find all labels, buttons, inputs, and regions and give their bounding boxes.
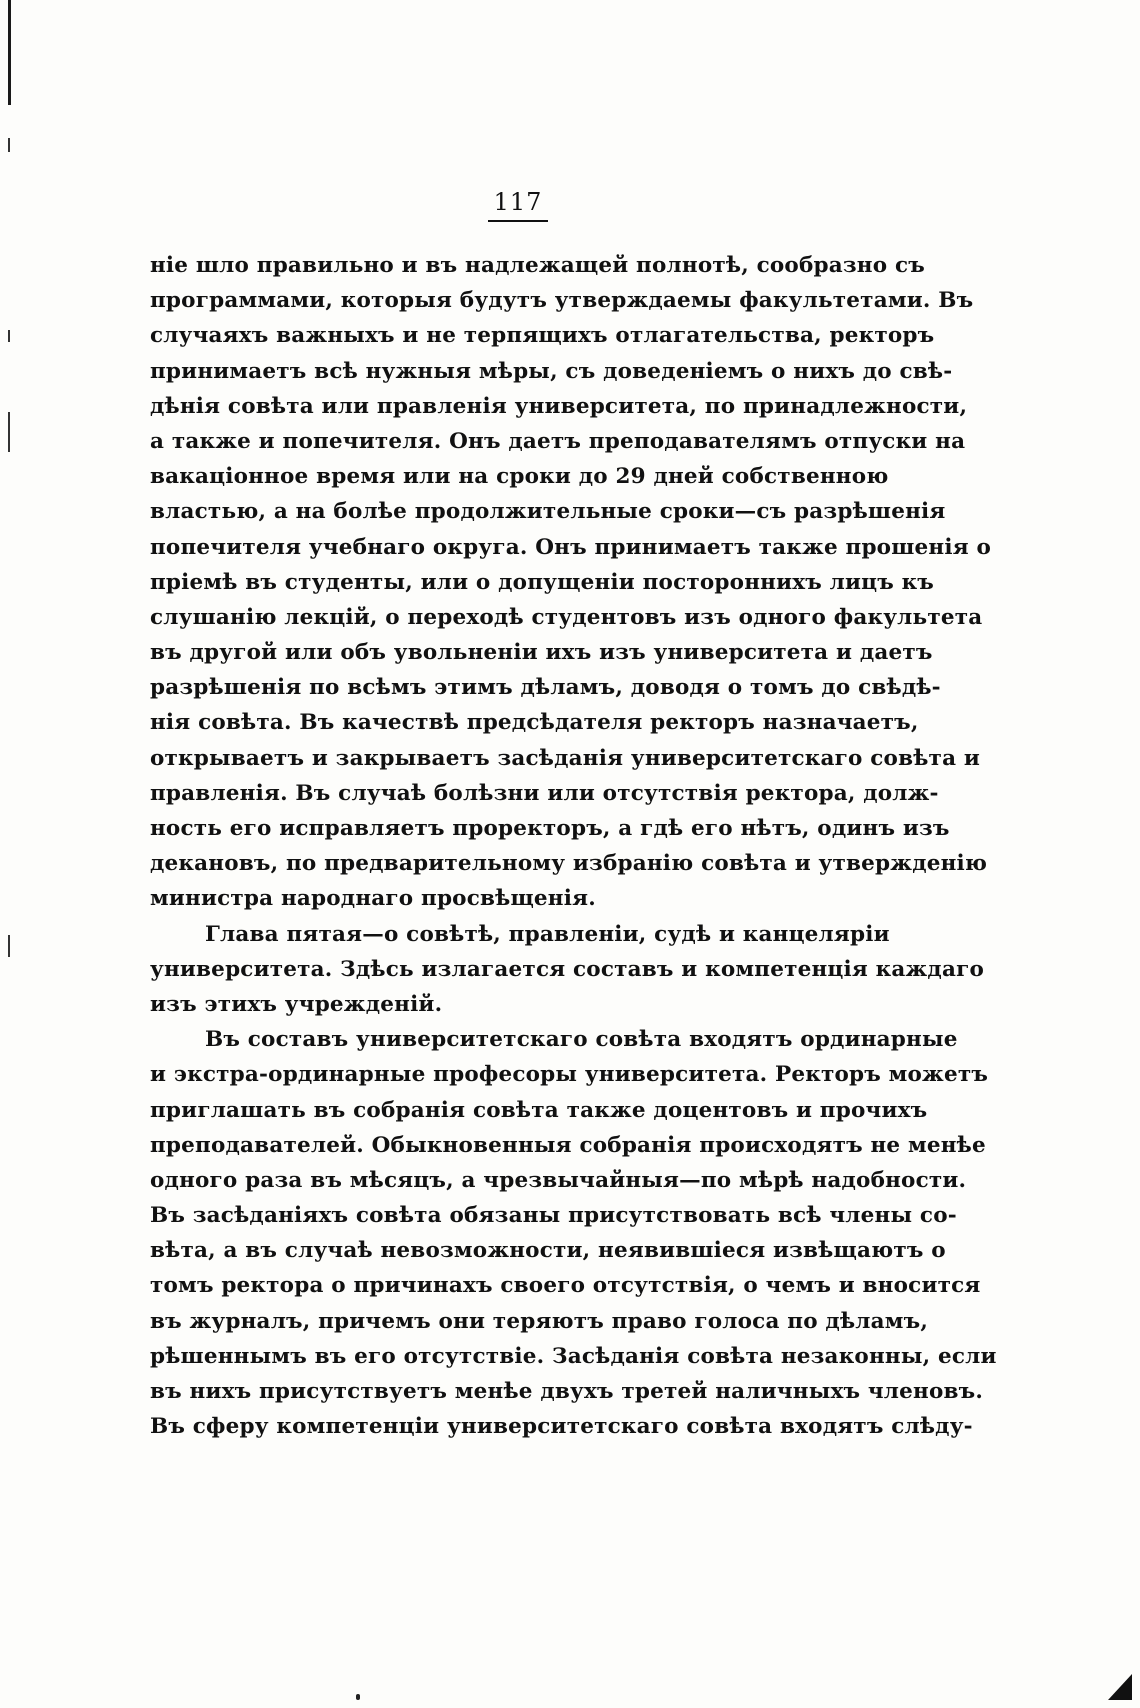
scan-edge-tick xyxy=(8,412,10,452)
text-line: дѣнія совѣта или правленія университета, по принадлежности, xyxy=(150,393,968,419)
text-line: министра народнаго просвѣщенія. xyxy=(150,886,596,912)
text-line: разрѣшенія по всѣмъ этимъ дѣламъ, доводя о томъ до свѣдѣ- xyxy=(150,675,941,701)
text-line: одного раза въ мѣсяцъ, а чрезвычайныя—по мѣрѣ надобности. xyxy=(150,1167,967,1193)
text-line: властью, а на болѣе продолжительные сроки—съ разрѣшенія xyxy=(150,499,946,525)
text-line: а также и попечителя. Онъ даетъ преподавателямъ отпуски на xyxy=(150,428,966,454)
text-line: принимаетъ всѣ нужныя мѣры, съ доведеніемъ о нихъ до свѣ- xyxy=(150,358,953,384)
body-text xyxy=(150,248,997,1444)
text-line: правленія. Въ случаѣ болѣзни или отсутствія ректора, долж- xyxy=(150,780,939,806)
scan-edge-tick xyxy=(8,138,10,152)
text-line: попечителя учебнаго округа. Онъ принимаетъ также прошенія о xyxy=(150,534,992,560)
scan-edge-tick xyxy=(8,935,10,957)
text-line: Глава пятая—о совѣтѣ, правленіи, судѣ и канцеляріи xyxy=(205,921,890,947)
text-line: нія совѣта. Въ качествѣ предсѣдателя ректоръ назначаетъ, xyxy=(150,710,919,736)
text-line: изъ этихъ учрежденій. xyxy=(150,991,443,1017)
scan-edge-tick xyxy=(8,330,10,342)
text-line: слушанію лекцій, о переходѣ студентовъ изъ одного факультета xyxy=(150,604,983,630)
text-line: въ другой или объ увольненіи ихъ изъ университета и даетъ xyxy=(150,640,933,666)
text-line: открываетъ и закрываетъ засѣданія университетскаго совѣта и xyxy=(150,745,981,771)
text-line: Въ сферу компетенціи университетскаго совѣта входятъ слѣду- xyxy=(150,1414,973,1440)
page-corner-mark xyxy=(1108,1674,1132,1700)
text-line: рѣшеннымъ въ его отсутствіе. Засѣданія совѣта незаконны, если xyxy=(150,1343,997,1369)
scan-speck xyxy=(356,1694,360,1700)
text-line: Въ составъ университетскаго совѣта входятъ ординарные xyxy=(205,1027,958,1053)
text-line: ніе шло правильно и въ надлежащей полнотѣ, сообразно съ xyxy=(150,253,925,278)
text-line: пріемѣ въ студенты, или о допущеніи постороннихъ лицъ къ xyxy=(150,569,934,595)
text-line: приглашать въ собранія совѣта также доцентовъ и прочихъ xyxy=(150,1097,928,1123)
scan-edge-line xyxy=(8,0,11,105)
text-line: въ нихъ присутствуетъ менѣе двухъ третей наличныхъ членовъ. xyxy=(150,1379,984,1404)
text-line: ность его исправляетъ проректоръ, а гдѣ его нѣтъ, одинъ изъ xyxy=(150,816,950,841)
text-line: преподавателей. Обыкновенныя собранія происходятъ не менѣе xyxy=(150,1132,986,1158)
text-line: томъ ректора о причинахъ своего отсутствія, о чемъ и вносится xyxy=(150,1273,981,1299)
text-line: университета. Здѣсь излагается составъ и компетенція каждаго xyxy=(150,956,984,982)
text-line: и экстра-ординарные професоры университета. Ректоръ можетъ xyxy=(150,1062,989,1088)
text-line: въ журналъ, причемъ они теряютъ право голоса по дѣламъ, xyxy=(150,1308,929,1334)
text-line: программами, которыя будутъ утверждаемы факультетами. Въ xyxy=(150,288,974,314)
text-line: декановъ, по предварительному избранію совѣта и утвержденію xyxy=(150,851,988,877)
text-line: вѣта, а въ случаѣ невозможности, неявившіеся извѣщаютъ о xyxy=(150,1238,946,1264)
text-line: случаяхъ важныхъ и не терпящихъ отлагательства, ректоръ xyxy=(150,323,935,349)
text-line: вакаціонное время или на сроки до 29 дней собственною xyxy=(150,464,889,490)
text-line: Въ засѣданіяхъ совѣта обязаны присутствовать всѣ члены со- xyxy=(150,1203,957,1229)
page-number: 117 xyxy=(488,188,548,222)
